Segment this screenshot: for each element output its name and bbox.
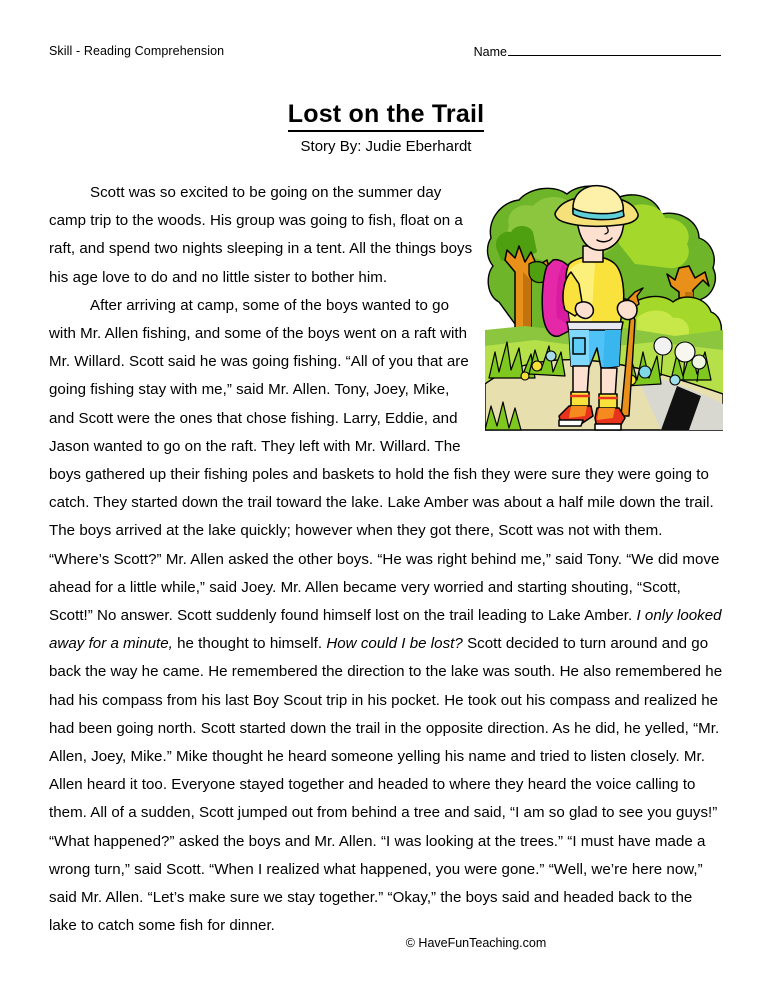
page-footer (0, 936, 772, 951)
hiker-illustration (485, 180, 723, 442)
copyright-notice: © HaveFunTeaching.com (405, 936, 547, 950)
skill-label: Skill - Reading Comprehension (49, 44, 225, 58)
paragraph-2-italic-a: I only looked away for a minute, (49, 607, 722, 653)
paragraph-2-text-b: he thought to himself. (172, 635, 327, 653)
title-wrapper (49, 100, 723, 132)
story-body (49, 179, 723, 940)
title-block (49, 100, 723, 157)
page-header (49, 44, 723, 68)
story-paragraph-1: Scott was so excited to be going on the summer day camp trip to the woods. His group was going to fish, float on a raft, and spend two nights sleeping in a tent. All the things boys his age love to do and no little sister to bother him. (49, 184, 473, 286)
story-byline: Story By: Judie Eberhardt (300, 138, 472, 155)
page-title: Lost on the Trail (288, 100, 484, 132)
paragraph-2-text-a: After arriving at camp, some of the boys wanted to go with Mr. Allen fishing, and some of the boys went on a raft with Mr. Willard. Scott said he was going fishing. “All of you that are going fishing stay with me,” said Mr. Allen. Tony, Joey, Mike, and Scott were the ones that chose fishing. Larry, Eddie, and Jason wanted to go on the raft. They left with Mr. Willard. The boys gathered up their fishing poles and baskets to hold the fish they were sure they were going to catch. They started down the trail toward the lake. Lake Amber was about a half mile down the trail. The boys arrived at the lake quickly; however when they got there, Scott was not with them. “Where’s Scott?” Mr. Allen asked the other boys. “He was right behind me,” said Tony. “We did move ahead for a little while,” said Joey. Mr. Allen became very worried and starting shouting, “Scott, Scott!” No answer. Scott suddenly found himself lost on the trail leading to Lake Amber. (49, 296, 720, 625)
name-field[interactable] (474, 44, 721, 59)
paragraph-2-italic-b: How could I be lost? (326, 635, 463, 653)
name-label: Name (473, 45, 507, 59)
paragraph-2-text-c: Scott decided to turn around and go back the way he came. He remembered the direction to the lake was south. He also remembered he had his compass from his last Boy Scout trip in his pocket. He took out his compass and realized he had been going north. Scott started down the trail in the opposite direction. As he did, he yelled, “Mr. Allen, Joey, Mike.” Mike thought he heard someone yelling his name and tried to listen closely. Mr. Allen heard it too. Everyone stayed together and headed to where they heard the voice calling to them. All of a sudden, Scott jumped out from behind a tree and said, “I am so glad to see you guys!” “What happened?” asked the boys and Mr. Allen. “I was looking at the trees.” “I must have made a wrong turn,” said Scott. “When I realized what happened, you were gone.” “Well, we’re here now,” said Mr. Allen. “Let’s make sure we stay together.” “Okay,” the boys said and headed back to the lake to catch some fish for dinner. (49, 635, 723, 935)
name-blank-line[interactable] (508, 44, 721, 56)
